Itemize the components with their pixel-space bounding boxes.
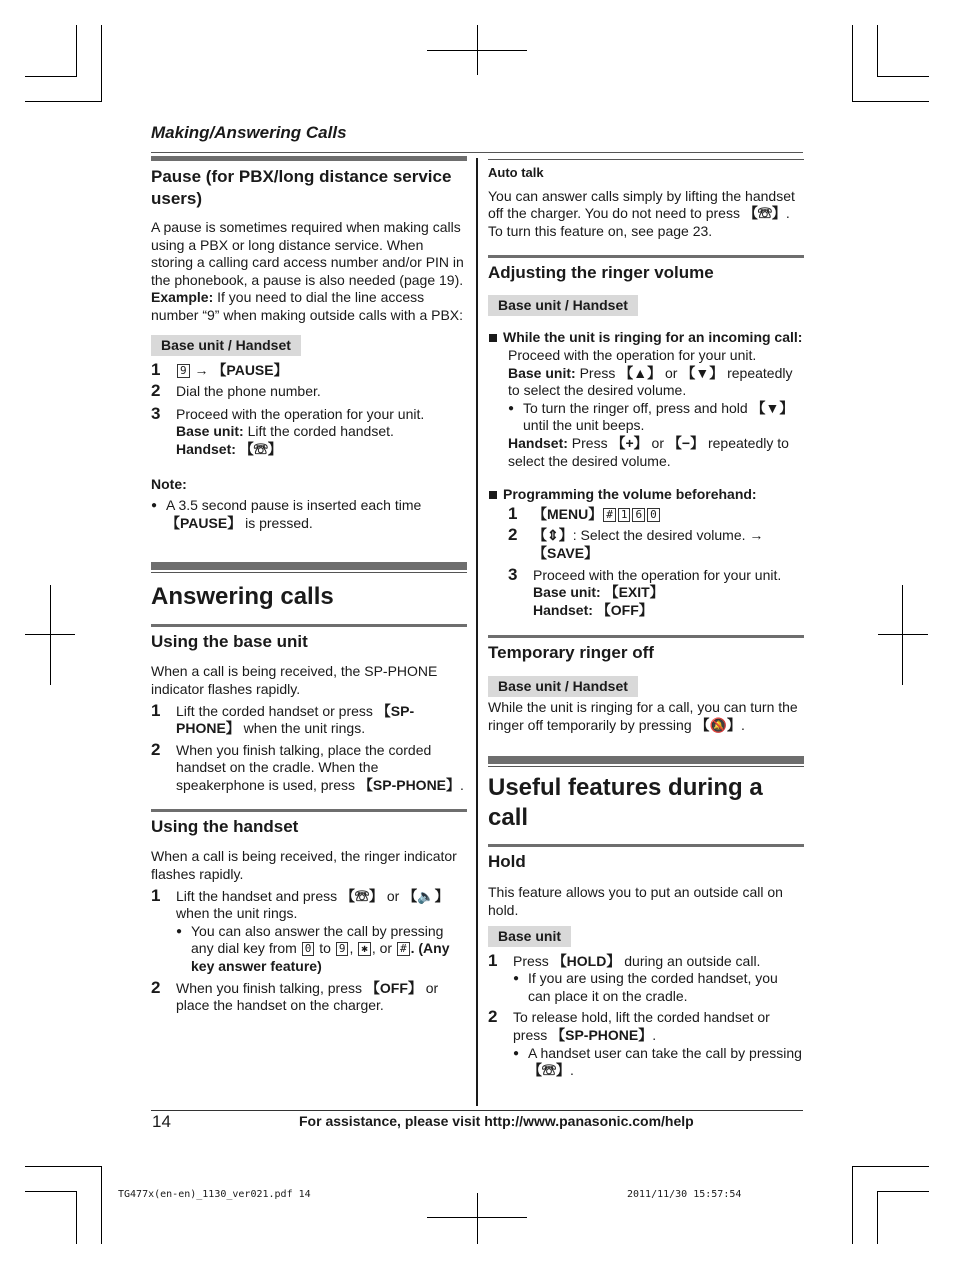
down-icon: 【▼】 xyxy=(681,364,724,381)
base-unit-title: Using the base unit xyxy=(151,632,308,652)
hold-step-1: 1 Press 【HOLD】 during an outside call. ● If you are using the corded handset, you can place it on the cradle. xyxy=(488,953,804,1006)
print-meta-date: 2011/11/30 15:57:54 xyxy=(627,1189,742,1200)
handset-body: When a call is being received, the ringer indicator flashes rapidly. xyxy=(151,848,457,883)
right-column xyxy=(488,159,804,1080)
ringer-programming: Programming the volume beforehand: xyxy=(488,486,804,504)
base-step-1: 1 Lift the corded handset or press 【SP-PHONE】 when the unit rings. xyxy=(151,700,415,737)
hold-body: This feature allows you to put an outside call on hold. xyxy=(488,884,783,919)
prog-step-1: 1 【MENU】 # 1 6 0 xyxy=(508,506,804,524)
note-label: Note: xyxy=(151,475,187,492)
section-header: Making/Answering Calls xyxy=(151,123,347,142)
pause-step-3: 3 Proceed with the operation for your unit. Base unit: Lift the corded handset. Handset: 【☏】 xyxy=(151,403,425,457)
mode-badge: Base unit / Handset xyxy=(488,676,638,697)
base-step-2: 2 When you finish talking, place the corded handset on the cradle. When the speakerphone is used, press 【SP-PHONE】. xyxy=(151,739,464,793)
talk-icon: 【☏】 xyxy=(743,205,786,222)
mode-badge: Base unit / Handset xyxy=(488,295,638,316)
header-rule xyxy=(151,152,803,153)
down-icon: 【▼】 xyxy=(751,399,794,416)
prog-step-2: 2 【⇕】: Select the desired volume. → 【SAVE】 xyxy=(508,525,764,561)
ringer-incoming: While the unit is ringing for an incoming call: xyxy=(488,329,804,347)
ringer-title: Adjusting the ringer volume xyxy=(488,263,714,283)
hold-step-2: 2 To release hold, lift the corded handset or press 【SP-PHONE】. ● A handset user can take the call by pressing 【☏】. xyxy=(488,1009,804,1079)
talk-icon: 【☏】 xyxy=(528,1062,570,1079)
temp-body: While the unit is ringing for a call, you can turn the ringer off temporarily by pressing 【🔕】. xyxy=(488,699,798,733)
hold-title: Hold xyxy=(488,852,526,872)
pause-title: Pause (for PBX/long distance service users) xyxy=(151,167,452,208)
ringer-off-bullet: ● To turn the ringer off, press and hold 【▼】 until the unit beeps. xyxy=(508,400,804,435)
mode-badge: Base unit / Handset xyxy=(151,335,301,356)
page-number: 14 xyxy=(152,1112,171,1131)
base-unit-body: When a call is being received, the SP-PHONE indicator flashes rapidly. xyxy=(151,663,438,697)
pause-body: A pause is sometimes required when making calls using a PBX or long distance service. When storing a calling card access number and/or PIN in the phonebook, a pause is also needed (page 19). xyxy=(151,219,464,288)
ringer-off-icon: 【🔕】 xyxy=(695,716,741,733)
autotalk-body: You can answer calls simply by lifting the handset off the charger. You do not need to press 【☏】. To turn this feature on, see page 23. xyxy=(488,187,795,239)
speaker-icon: 【🔈】 xyxy=(403,887,449,904)
pause-step-2: 2 Dial the phone number. xyxy=(151,381,321,401)
pause-step-1: 1 9 → 【PAUSE】 xyxy=(151,359,288,379)
handset-title: Using the handset xyxy=(151,817,299,837)
mode-badge: Base unit xyxy=(488,926,571,947)
autotalk-title: Auto talk xyxy=(488,165,544,180)
talk-icon: 【☏】 xyxy=(341,887,383,904)
up-icon: 【▲】 xyxy=(619,364,662,381)
pause-example: Example: If you need to dial the line access number “9” when making outside calls with a PBX: xyxy=(151,289,464,323)
updown-icon: 【⇕】 xyxy=(533,527,573,544)
handset-step-1: 1 Lift the handset and press 【☏】 or 【🔈】 when the unit rings. xyxy=(151,885,449,922)
ringer-incoming-body: Proceed with the operation for your unit. Base unit: Press 【▲】 or 【▼】 repeatedly to select the desired volume. ● To turn the ringer off, press and hold 【▼】 until the unit beeps. Handset: Press 【+】 or 【−】 repeatedly to select the desired volume. xyxy=(488,347,804,470)
answering-title: Answering calls xyxy=(151,583,334,611)
talk-icon: ☏ xyxy=(253,440,268,457)
key-9-icon: 9 xyxy=(177,364,190,378)
left-column xyxy=(151,156,467,1015)
minus-icon: 【−】 xyxy=(667,434,705,451)
assistance-footer: For assistance, please visit http://www.panasonic.com/help xyxy=(299,1113,694,1129)
prog-step-3: 3 Proceed with the operation for your unit. Base unit: 【EXIT】 Handset: 【OFF】 xyxy=(508,564,782,618)
handset-step-2: 2 When you finish talking, press 【OFF】 or place the handset on the charger. xyxy=(151,977,439,1014)
handset-step-1-bullet: ● You can also answer the call by pressing any dial key from 0 to 9 , ✱ , or # . (Any key answer feature) xyxy=(176,923,467,976)
column-divider xyxy=(476,158,478,1106)
footer-rule xyxy=(151,1110,803,1111)
useful-title: Useful features during a call xyxy=(488,774,763,832)
note-bullet: ● A 3.5 second pause is inserted each time 【PAUSE】 is pressed. xyxy=(151,497,467,532)
print-meta-file: TG477x(en-en)_1130_ver021.pdf 14 xyxy=(118,1189,311,1200)
temp-title: Temporary ringer off xyxy=(488,643,654,663)
plus-icon: 【+】 xyxy=(611,434,648,451)
